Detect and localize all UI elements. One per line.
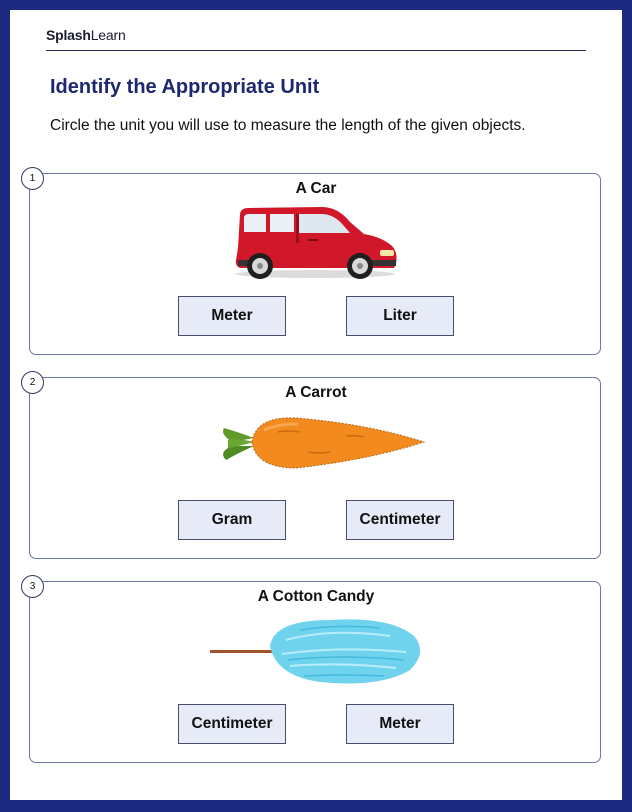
instructions: Circle the unit you will use to measure the length of the given objects. bbox=[50, 117, 526, 134]
worksheet-title: Identify the Appropriate Unit bbox=[50, 76, 320, 98]
object-title: A Car bbox=[295, 180, 337, 197]
worksheet-page bbox=[10, 10, 622, 800]
logo-part-2: Learn bbox=[90, 27, 126, 43]
question-card-2 bbox=[29, 377, 601, 559]
option-liter-button[interactable]: Liter bbox=[346, 296, 454, 336]
option-centimeter-button[interactable]: Centimeter bbox=[346, 500, 454, 540]
cotton-candy-icon bbox=[190, 610, 440, 690]
question-number-2: 2 bbox=[21, 371, 44, 394]
question-card-1 bbox=[29, 173, 601, 355]
logo-part-1: Splash bbox=[46, 27, 91, 43]
option-meter-button[interactable]: Meter bbox=[178, 296, 286, 336]
object-title: A Cotton Candy bbox=[257, 588, 375, 605]
option-meter-button[interactable]: Meter bbox=[346, 704, 454, 744]
option-gram-button[interactable]: Gram bbox=[178, 500, 286, 540]
splashlearn-logo bbox=[46, 27, 126, 43]
question-number-1: 1 bbox=[21, 167, 44, 190]
question-card-3 bbox=[29, 581, 601, 763]
header-divider bbox=[46, 50, 586, 51]
red-car-icon bbox=[230, 204, 400, 280]
option-centimeter-button[interactable]: Centimeter bbox=[178, 704, 286, 744]
carrot-icon bbox=[218, 412, 428, 472]
object-title: A Carrot bbox=[285, 384, 347, 401]
question-number-3: 3 bbox=[21, 575, 44, 598]
